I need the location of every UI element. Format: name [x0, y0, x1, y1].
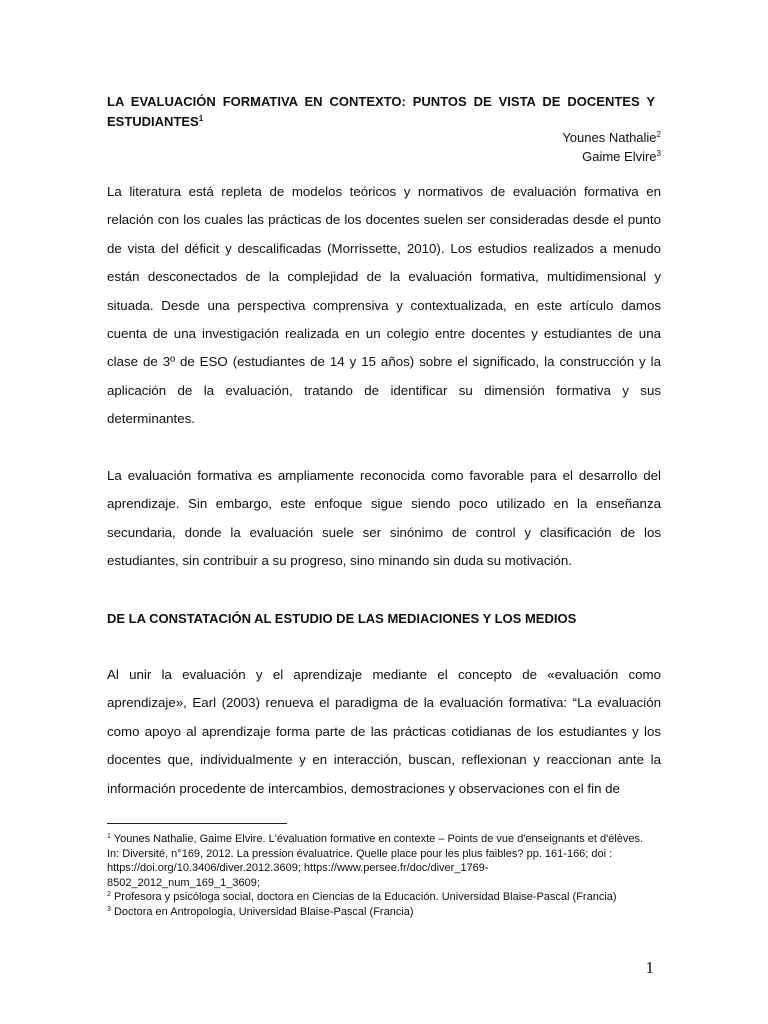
author [562, 147, 661, 166]
footnote-marker: 1 [107, 833, 111, 840]
body-paragraph: La evaluación formativa es ampliamente reconocida como favorable para el desarrollo del aprendizaje. Sin embargo, este enfoque sigue siendo poco utilizado en la enseñanza secundaria, donde la evaluación suele ser sinónimo de control y clasificación de los estudiantes, sin contribuir a su progreso, sino minando sin duda su motivación. [107, 468, 661, 569]
footnotes [107, 832, 667, 919]
footnote-marker: 2 [107, 891, 111, 898]
author-list [562, 128, 661, 166]
footnote-text: Profesora y psicóloga social, doctora en Ciencias de la Educación. Universidad Blaise-Pascal (Francia) [113, 891, 617, 903]
footnote-text: In: Diversité, n°169, 2012. La pression évaluatrice. Quelle place pour les plus faibles? pp. 161-166; doi : [107, 847, 613, 860]
body-paragraph: La literatura está repleta de modelos teóricos y normativos de evaluación formativa en relación con los cuales las prácticas de los docentes suelen ser consideradas desde el punto de vista del déficit y descalificadas (Morrissette, 2010). Los estudios realizados a menudo están desconectados de la complejidad de la evaluación formativa, multidimensional y situada. Desde una perspectiva comprensiva y contextualizada, en este artículo damos cuenta de una investigación realizada en un colegio entre docentes y estudiantes de una clase de 3º de ESO (estudiantes de 14 y 15 años) sobre el significado, la construcción y la aplicación de la evaluación, tratando de identificar su dimensión formativa y sus determinantes. [107, 184, 661, 427]
title-text: LA EVALUACIÓN FORMATIVA EN CONTEXTO: PUNTOS DE VISTA DE DOCENTES Y ESTUDIANTES [107, 94, 655, 129]
footnote-link[interactable]: 8502_2012_num_169_1_3609; [107, 876, 260, 889]
footnote-text: Younes Nathalie, Gaime Elvire. L'évaluation formative en contexte – Points de vue d'enseignants et d'élèves. [113, 833, 644, 845]
author [562, 128, 661, 147]
body-paragraph: Al unir la evaluación y el aprendizaje mediante el concepto de «evaluación como aprendizaje», Earl (2003) renueva el paradigma de la evaluación formativa: “La evaluación como apoyo al aprendizaje forma parte de las prácticas cotidianas de los estudiantes y los docentes que, individualmente y en interacción, buscan, reflexionan y reaccionan ante la información procedente de intercambios, demostraciones y observaciones con el fin de [107, 667, 661, 796]
document-title [107, 92, 655, 132]
footnote-text: Doctora en Antropología, Universidad Blaise-Pascal (Francia) [113, 905, 414, 918]
author-name: Gaime Elvire [582, 149, 657, 164]
footnote [107, 905, 667, 920]
footnote-marker: 3 [107, 905, 111, 913]
page-number: 1 [645, 958, 654, 977]
footnote [107, 890, 667, 905]
footnote-link[interactable]: https://doi.org/10.3406/diver.2012.3609; https://www.persee.fr/doc/diver_1769- [107, 862, 489, 874]
author-footnote-ref[interactable]: 3 [656, 149, 661, 158]
author-footnote-ref[interactable]: 2 [656, 130, 661, 139]
author-name: Younes Nathalie [562, 130, 657, 145]
footnote [107, 832, 667, 890]
section-heading: DE LA CONSTATACIÓN AL ESTUDIO DE LAS MEDIACIONES Y LOS MEDIOS [107, 611, 577, 626]
title-footnote-ref[interactable]: 1 [198, 114, 204, 123]
footnote-separator [107, 823, 287, 824]
